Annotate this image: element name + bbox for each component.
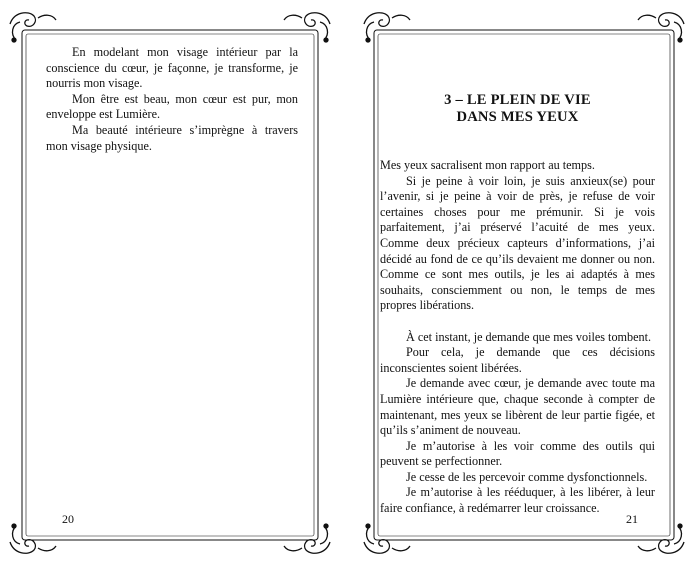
corner-flourish-top-left: [10, 13, 56, 42]
page-number: 21: [626, 512, 638, 526]
paragraph: Je m’autorise à les voir comme des outils qui peuvent se perfectionner.: [380, 438, 655, 469]
left-page: [0, 0, 340, 566]
corner-flourish-bottom-left: [10, 524, 56, 553]
paragraph: Mon être est beau, mon cœur est pur, mon enveloppe est Lumière.: [46, 91, 298, 122]
paragraph: Je demande avec cœur, je demande avec toute ma Lumière intérieure que, chaque seconde à compter de maintenant, mes yeux se libèrent de leur partie figée, et qu’ils s’animent de nouveau.: [380, 376, 655, 438]
corner-flourish-bottom-right: [638, 524, 684, 553]
corner-flourish-bottom-right: [284, 524, 330, 553]
paragraph: À cet instant, je demande que mes voiles tombent.: [406, 329, 652, 344]
page-number: 20: [62, 512, 74, 526]
corner-flourish-top-right: [638, 13, 684, 42]
left-page-body: [46, 45, 298, 154]
corner-flourish-bottom-left: [364, 524, 410, 553]
right-page: [358, 0, 700, 566]
chapter-title-line-1: 3 – LE PLEIN DE VIE: [444, 92, 591, 108]
right-page-body: [380, 158, 655, 517]
chapter-title: [380, 92, 655, 126]
corner-flourish-top-left: [364, 13, 410, 42]
paragraph: Pour cela, je demande que ces décisions inconscientes soient libérées.: [380, 345, 655, 375]
paragraph: Je m’autorise à les rééduquer, à les libérer, à leur faire confiance, à redémarrer leur croissance.: [380, 485, 655, 516]
paragraph: Je cesse de les percevoir comme dysfonctionnels.: [406, 469, 648, 484]
corner-flourish-top-right: [284, 13, 330, 42]
paragraph: En modelant mon visage intérieur par la conscience du cœur, je façonne, je transforme, je nourris mon visage.: [46, 45, 298, 91]
paragraph: Si je peine à voir loin, je suis anxieux(se) pour l’avenir, si je peine à voir de près, je refuse de voir certaines choses pour me prémunir. Si je vois parfaitement, j’ai préservé l’acuité de mes yeux. Comme deux précieux capteurs d’informations, j’ai décidé au fond de ce qu’ils devaient me donner ou non. Comme ce sont mes outils, je les ai adaptés à mes souhaits, consciemment ou non, le temps de mes propres libérations.: [380, 173, 655, 313]
paragraph: Ma beauté intérieure s’imprègne à travers mon visage physique.: [46, 122, 298, 153]
paragraph: Mes yeux sacralisent mon rapport au temps.: [380, 158, 595, 172]
chapter-title-line-2: DANS MES YEUX: [456, 109, 579, 125]
